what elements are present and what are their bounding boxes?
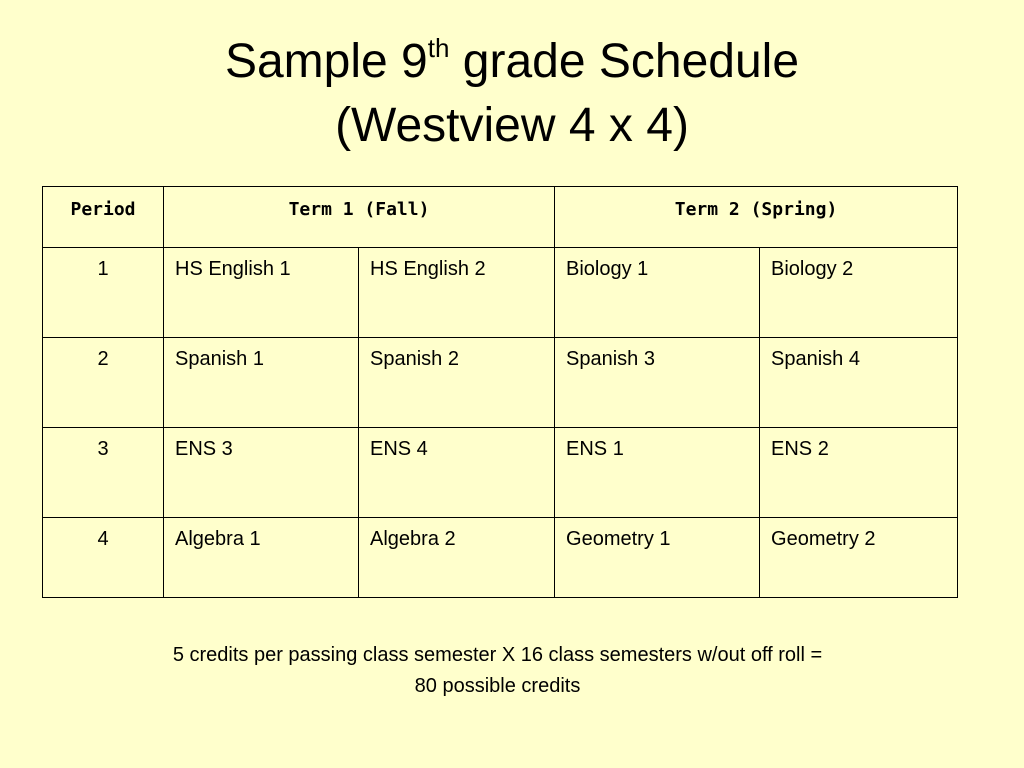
class-cell: ENS 1 <box>555 428 760 518</box>
title-line-2: (Westview 4 x 4) <box>335 99 689 152</box>
schedule-table <box>42 186 958 598</box>
class-cell: Spanish 2 <box>359 338 555 428</box>
table-row <box>43 248 958 338</box>
period-cell: 2 <box>43 338 164 428</box>
class-cell: Geometry 1 <box>555 518 760 598</box>
class-cell: Geometry 2 <box>760 518 958 598</box>
class-cell: ENS 2 <box>760 428 958 518</box>
title-superscript: th <box>427 33 450 63</box>
credits-note-line-1: 5 credits per passing class semester X 16 class semesters w/out off roll = <box>172 644 823 666</box>
table-row <box>43 338 958 428</box>
period-cell: 3 <box>43 428 164 518</box>
class-cell: Spanish 3 <box>555 338 760 428</box>
header-term-2: Term 2 (Spring) <box>555 187 958 248</box>
title-text-start: Sample 9 <box>224 35 428 88</box>
class-cell: Algebra 1 <box>164 518 359 598</box>
header-term-1: Term 1 (Fall) <box>164 187 555 248</box>
header-row <box>43 187 958 248</box>
class-cell: Spanish 1 <box>164 338 359 428</box>
class-cell: Spanish 4 <box>760 338 958 428</box>
class-cell: Biology 1 <box>555 248 760 338</box>
class-cell: Algebra 2 <box>359 518 555 598</box>
period-cell: 1 <box>43 248 164 338</box>
title-text-end: grade Schedule <box>449 35 800 88</box>
class-cell: ENS 3 <box>164 428 359 518</box>
credits-note-line-2: 80 possible credits <box>414 675 581 697</box>
class-cell: HS English 2 <box>359 248 555 338</box>
class-cell: HS English 1 <box>164 248 359 338</box>
class-cell: Biology 2 <box>760 248 958 338</box>
period-cell: 4 <box>43 518 164 598</box>
slide-title <box>0 30 1024 158</box>
table-row <box>43 518 958 598</box>
class-cell: ENS 4 <box>359 428 555 518</box>
table-row <box>43 428 958 518</box>
credits-note <box>40 640 955 702</box>
header-period: Period <box>43 187 164 248</box>
title-line-1 <box>0 30 1024 94</box>
